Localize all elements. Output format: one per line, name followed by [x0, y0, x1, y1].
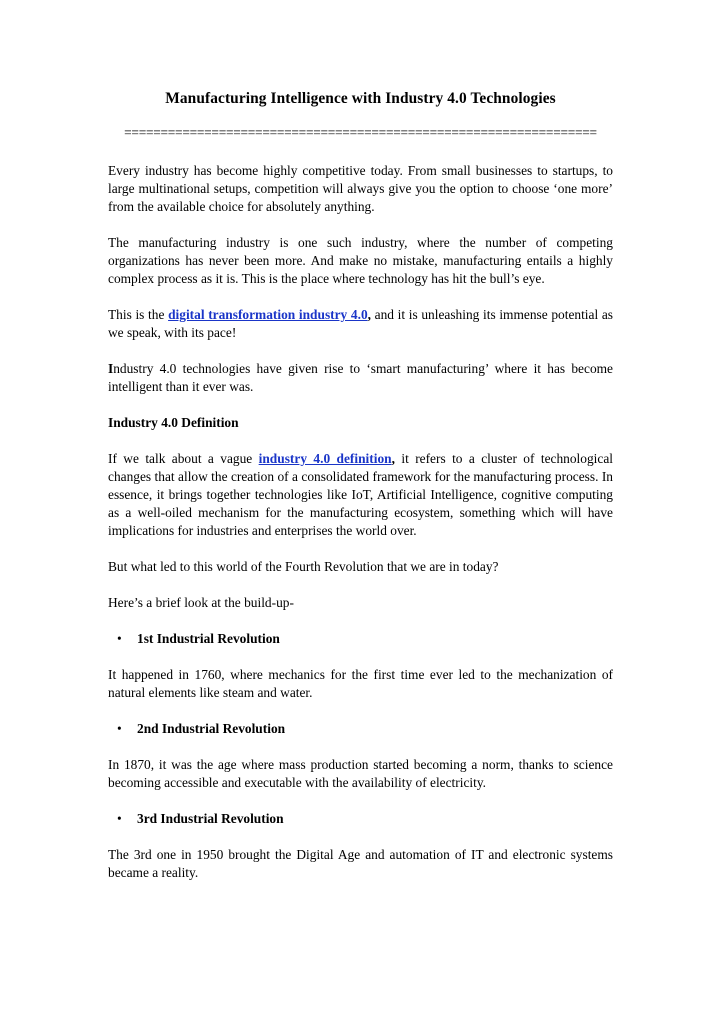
bullet-heading: 3rd Industrial Revolution: [137, 811, 284, 826]
bullet-heading: 1st Industrial Revolution: [137, 631, 280, 646]
smart-manufacturing-paragraph: [108, 360, 613, 396]
second-revolution-paragraph: In 1870, it was the age where mass production started becoming a norm, thanks to science becoming accessible and executable with the availability of electricity.: [108, 757, 613, 790]
definition-heading: Industry 4.0 Definition: [108, 415, 239, 430]
bullet-heading: 2nd Industrial Revolution: [137, 721, 286, 736]
manufacturing-paragraph: The manufacturing industry is one such industry, where the number of competing organizations has never been more. And make no mistake, manufacturing entails a highly complex process as it is. This is the place where technology has hit the bull’s eye.: [108, 235, 613, 286]
bullet-first-revolution: [108, 630, 613, 648]
paragraph-text-after-link: and it is unleashing its immense potential as we speak, with its pace!: [108, 307, 614, 340]
first-revolution-paragraph: It happened in 1760, where mechanics for the first time ever led to the mechanization of natural elements like steam and water.: [108, 667, 613, 700]
bullet-icon: •: [117, 631, 122, 646]
bold-initial-letter: I: [108, 361, 114, 376]
build-up-intro: Here’s a brief look at the build-up-: [108, 595, 294, 610]
third-revolution-paragraph: The 3rd one in 1950 brought the Digital Age and automation of IT and electronic systems became a reality.: [108, 847, 613, 880]
definition-paragraph: [108, 450, 613, 540]
paragraph-text-rest: ndustry 4.0 technologies have given rise to ‘smart manufacturing’ where it has become intelligent than it ever was.: [108, 361, 613, 394]
document-title: Manufacturing Intelligence with Industry 4.0 Technologies: [165, 90, 556, 107]
link-comma: ,: [391, 451, 395, 466]
paragraph-text-after-link: it refers to a cluster of technological changes that allow the creation of a consolidated framework for the manufacturing process. In essence, it brings together technologies like IoT, Artificial Intelligence, cognitive computing as a well-oiled mechanism for the manufacturing ecosystem, something which will have implications for industries and enterprises the world over.: [108, 451, 613, 538]
paragraph-text-before-link: If we talk about a vague: [108, 451, 259, 466]
separator-line: =================================================================: [124, 125, 597, 140]
digital-transformation-paragraph: [108, 306, 613, 342]
fourth-revolution-question: But what led to this world of the Fourth Revolution that we are in today?: [108, 559, 499, 574]
digital-transformation-link[interactable]: digital transformation industry 4.0: [168, 307, 368, 322]
paragraph-text-before-link: This is the: [108, 307, 169, 322]
industry-definition-link[interactable]: industry 4.0 definition: [258, 451, 392, 466]
document-page: [108, 0, 613, 882]
bullet-icon: •: [117, 811, 122, 826]
bullet-second-revolution: [108, 720, 613, 738]
bullet-third-revolution: [108, 810, 613, 828]
link-comma: ,: [367, 307, 372, 322]
bullet-icon: •: [117, 721, 122, 736]
intro-paragraph: Every industry has become highly competitive today. From small businesses to startups, to large multinational setups, competition will always give you the option to choose ‘one more’ from the available choice for absolutely anything.: [108, 163, 613, 214]
